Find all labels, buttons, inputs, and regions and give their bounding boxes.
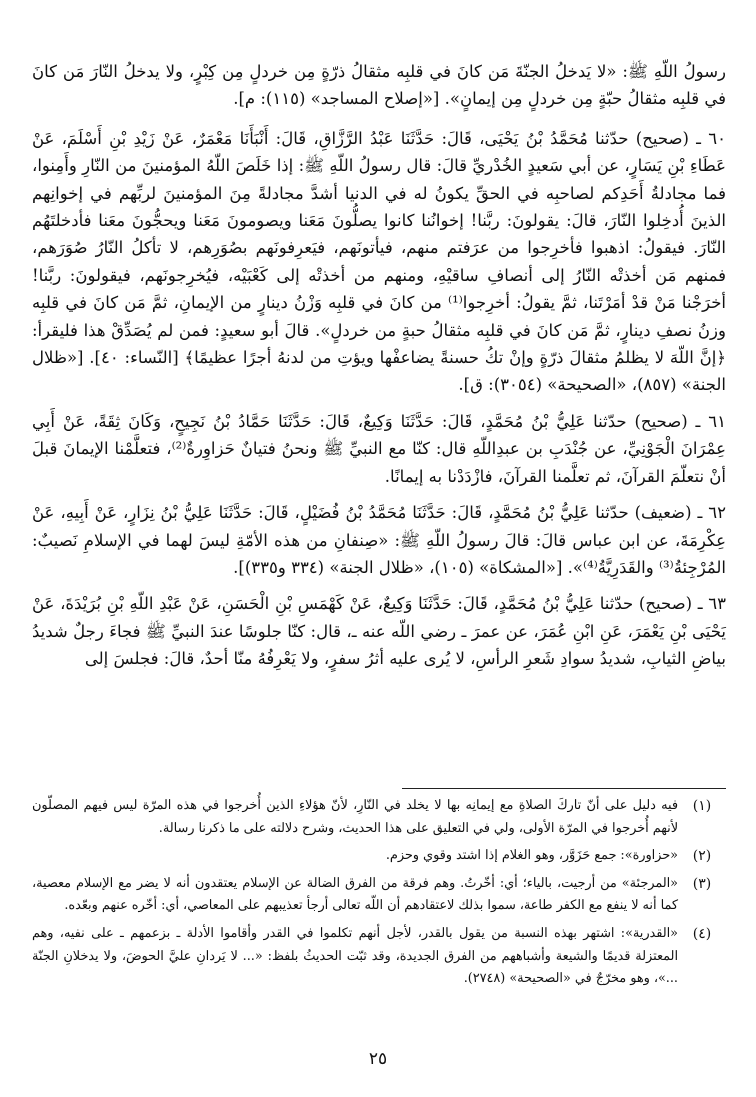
- footnote-3: [32, 873, 726, 918]
- hadith-63-paragraph: ٦٣ ـ (صحيح) حدّثنا عَلِيُّ بْنُ مُحَمَّدٍ، قَالَ: حَدَّثَنَا وَكِيعٌ، عَنْ كَهْمَسِ بْنِ الْحَسَنِ، عَنْ عَبْدِ اللّهِ بْنِ بُرَيْدَةَ، عَنْ يَحْيَى بْنِ يَعْمَرَ، عَنِ ابْنِ عُمَرَ، عن عمرَ ـ رضي اللّه عنه ـ، قال: كنّا جلوسًا عندَ النبيِّ ﷺ فجاءَ رجلٌ شديدُ بياضِ الثيابِ، شديدُ سوادِ شَعرِ الرأسِ، لا يُرى عليه أثرُ سفرٍ، ولا يَعْرِفُهُ منّا أحدٌ، قالَ: فجلسَ إلى: [32, 594, 726, 669]
- footnote-number: (٣): [692, 875, 712, 892]
- footnote-text: فيه دليل على أنّ تاركَ الصلاةِ مع إيمانِه بها لا يخلد في النّارِ، لأنّ هؤلاءِ الذين أُخرجوا في هذه المرّة ليس فيهم المصلّون لأنهم أُخرجوا في المرّة الأولى، ولي في التعليق على هذا الحديث، وشرح دلالته على ما ذكرنا رسالة.: [32, 798, 678, 836]
- footnote-number: (٢): [692, 848, 712, 865]
- footnote-text: «حزاورة»: جمع حَزَوَّر، وهو الغلام إذا اشتد وقوي وحزم.: [385, 848, 678, 864]
- page-body: [32, 58, 726, 682]
- footnote-2: [32, 845, 726, 868]
- footnote-number: (١): [692, 798, 712, 814]
- footnote-1: [32, 795, 726, 840]
- hadith-continuation-paragraph: رسولُ اللّهِ ﷺ: «لا يَدخلُ الجنّةَ مَن كانَ في قلبِه مثقالُ ذرّةٍ مِن خردلٍ مِن كِبْرٍ، ولا يدخلُ النّارَ مَن كانَ في قلبِه مثقالُ حبّةٍ مِن خردلٍ مِن إيمانٍ». [«إصلاح المساجد» (١١٥): م].: [32, 62, 726, 109]
- footnote-text: «القدرية»: اشتهر بهذه النسبة من يقول بالقدر، لأجل أنهم تكلموا في القدر وأقاموا الأدلة ـ بزعمهم ـ على نفيه، وهم المعتزلة قديمًا والشيعة وأشباههم من الفرق الجديدة، وقد ثبّت الحديثُ بلفظ: «... لا يَردانِ عليَّ الحوضَ، ولا يدخلانِ الجنّة ...»، وهو مخرّجٌ في «الصحيحة» (٢٧٤٨).: [32, 925, 678, 987]
- footnotes-section: [32, 795, 726, 996]
- hadith-61-paragraph: ٦١ ـ (صحيح) حدّثنا عَلِيُّ بْنُ مُحَمَّدٍ، قَالَ: حَدَّثَنَا وَكِيعٌ، قَالَ: حَدَّثَنَا حَمَّادُ بْنُ نَجِيحٍ، وَكَانَ ثِقَةً، عَنْ أَبِي عِمْرَانَ الْجَوْنِيِّ، عن جُنْدَبِ بن عبدِاللّهِ قال: كنّا مع النبيِّ ﷺ ونحنُ فتيانٌ حَزاوِرةٌ⁽²⁾، فتعلَّمْنا الإيمانَ قبلَ أنْ نتعلّمَ القرآنَ، ثم تعلَّمنا القرآنَ، فازْدَدْنا به إيمانًا.: [32, 411, 726, 486]
- hadith-62-paragraph: ٦٢ ـ (ضعيف) حدّثنا عَلِيُّ بْنُ مُحَمَّدٍ، قَالَ: حَدَّثَنَا مُحَمَّدُ بْنُ فُضَيْلٍ، قَالَ: حَدَّثَنَا عَلِيُّ بْنُ نِزَارٍ، عَنْ أَبِيهِ، عَنْ عِكْرِمَةَ، عن ابن عباس قالَ: قالَ رسولُ اللّهِ ﷺ: «صِنفانِ من هذه الأمّةِ ليسَ لهما في الإسلامِ نَصيبٌ: المُرْجِئةُ⁽³⁾ والقَدَرِيَّةُ⁽⁴⁾». [«المشكاة» (١٠٥)، «ظلال الجنة» (٣٣٤ و٣٣٥)].: [32, 503, 726, 577]
- footnote-4: [32, 923, 726, 991]
- page-number: ٢٥: [368, 1049, 388, 1069]
- hadith-60-paragraph: ٦٠ ـ (صحيح) حدّثنا مُحَمَّدُ بْنُ يَحْيَى، قَالَ: حَدَّثَنَا عَبْدُ الرَّزَّاقِ، قَالَ: أَنْبَأَنَا مَعْمَرٌ، عَنْ زَيْدِ بْنِ أَسْلَمَ، عَنْ عَطَاءِ بْنِ يَسَارٍ، عن أبي سَعيدٍ الخُدْريِّ قالَ: قال رسولُ اللّهِ ﷺ: إذا خَلَصَ اللّهُ المؤمنينَ من النّارِ وأَمِنوا، فما مجادلةُ أَحَدِكم لصاحبِه في الحقِّ يكونُ له في الدنيا أشدَّ مجادلةً مِنَ المؤمنينَ لربِّهم في إخوانِهم الذينَ أُدخِلوا النّارَ، قالَ: يقولونَ: ربَّنا! إخوانُنا كانوا يصلُّونَ مَعَنا ويصومونَ مَعَنا ويحجُّونَ معَنا فأدخلتَهُم النّارَ. فيقولُ: اذهبوا فأخرِجوا من عرَفتم منهم، فيأتونَهم، فيَعرِفونَهم بصُوَرِهم، لا تأكلُ النّارُ صُوَرَهم، فمنهم مَن أخذتْه النّارُ إلى أنصافِ ساقيْهِ، ومنهم من أخذتْه إلى كَعْبَيْه، فيُخرِجونَهم، فيقولونَ: ربَّنا! أخرَجْنا مَنْ قدْ أمَرْتَنا، ثمَّ يقولُ: أخرِجوا⁽¹⁾ من كانَ في قلبِه وَزْنُ دينارٍ من الإيمانِ، ثمَّ مَن كانَ في قلبِه وزنُ نصفِ دينارٍ، ثمَّ مَن كانَ في قلبِه مثقالُ حبةٍ من خردلٍ». قالَ أبو سعيدٍ: فمن لم يُصَدِّقْ هذا فليقرأ: ﴿إنَّ اللّهَ لا يظلمُ مثقالَ ذرّةٍ وإنْ تكُ حسنةً يضاعفْها ويؤتِ من لدنهُ أجرًا عظيمًا﴾ [النّساء: ٤٠]. [«ظلال الجنة» (٨٥٧)، «الصحيحة» (٣٠٥٤): ق].: [32, 128, 726, 395]
- footnote-text: «المرجئة» من أرجيت، بالياء؛ أي: أخّرتُ. وهم فرقة من الفرق الضالة عن الإسلام يعتقدون أنه لا يضر مع الإسلام معصية، كما أنه لا ينفع مع الكفر طاعة، سموا بذلك لاعتقادهم أن اللّه تعالى أرجأ تعذيبهم على المعاصي، أي: أخّره عنهم وبعّده.: [32, 875, 678, 914]
- footnote-divider: [402, 788, 726, 789]
- footnote-number: (٤): [692, 925, 712, 942]
